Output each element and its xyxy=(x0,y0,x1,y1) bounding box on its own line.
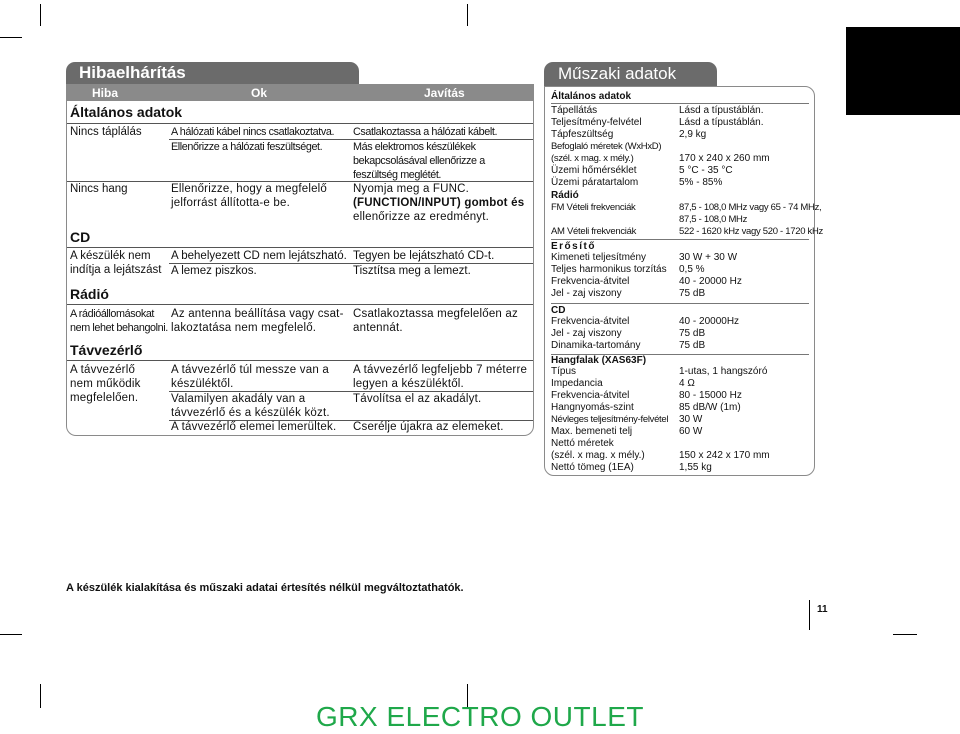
spec-label: Tápellátás xyxy=(551,105,598,116)
specs-section-title: Rádió xyxy=(551,190,579,201)
cell-fix: antennát. xyxy=(353,322,403,334)
table-header xyxy=(67,84,533,101)
cell-fix: bekapcsolásával ellenőrizze a xyxy=(353,155,485,167)
spec-label: Frekvencia-átvitel xyxy=(551,276,630,287)
spec-value: 4 Ω xyxy=(679,378,695,389)
spec-value: 30 W xyxy=(679,414,703,425)
spec-value: 1,55 kg xyxy=(679,462,712,473)
header-javitas: Javítás xyxy=(424,86,465,100)
spec-label: Névleges teljesítmény-felvétel xyxy=(551,414,669,425)
cell-hiba: A készülék nem xyxy=(70,250,151,262)
header-hiba: Hiba xyxy=(92,86,119,100)
crop-mark xyxy=(0,37,22,38)
header-ok: Ok xyxy=(251,86,268,100)
spec-label: Frekvencia-átvitel xyxy=(551,390,630,401)
cell-ok: Ellenőrizze, hogy a megfelelő xyxy=(171,183,328,195)
spec-label: (szél. x mag. x mély.) xyxy=(551,450,645,461)
spec-label: Üzemi hőmérséklet xyxy=(551,165,637,176)
spec-label: FM Vételi frekvenciák xyxy=(551,202,636,213)
spec-value: 75 dB xyxy=(679,288,706,299)
spec-label: Frekvencia-átvitel xyxy=(551,316,630,327)
cell-ok: A hálózati kábel nincs csatlakoztatva. xyxy=(171,126,335,138)
spec-value: 150 x 242 x 170 mm xyxy=(679,450,770,461)
spec-value: 1-utas, 1 hangszóró xyxy=(679,366,768,377)
spec-value: 30 W + 30 W xyxy=(679,252,738,263)
crop-mark xyxy=(40,4,41,26)
cell-ok: Valamilyen akadály van a xyxy=(171,393,306,405)
section-general: Általános adatok xyxy=(70,104,183,120)
spec-label: Max. bemeneti telj xyxy=(551,426,633,437)
specs-section-title: Általános adatok xyxy=(551,91,632,102)
spec-value: 75 dB xyxy=(679,328,706,339)
cell-fix: Más elektromos készülékek xyxy=(353,141,476,153)
cell-ok: Ellenőrizze a hálózati feszültséget. xyxy=(171,141,323,153)
spec-value: Lásd a típustáblán. xyxy=(679,117,764,128)
cell-fix: Távolítsa el az akadályt. xyxy=(353,393,482,405)
cell-fix: A távvezérlő legfeljebb 7 méterre xyxy=(353,364,528,376)
spec-value: 522 - 1620 kHz vagy 520 - 1720 kHz xyxy=(679,226,823,237)
section-cd: CD xyxy=(70,229,91,245)
cell-fix: Cserélje újakra az elemeket. xyxy=(353,421,504,433)
spec-label: Típus xyxy=(551,366,577,377)
cell-hiba: indítja a lejátszást xyxy=(70,264,162,276)
cell-hiba: megfelelően. xyxy=(70,392,139,404)
cell-ok: készüléktől. xyxy=(171,378,234,390)
spec-label: Üzemi páratartalom xyxy=(551,177,639,188)
section-radio: Rádió xyxy=(70,286,109,302)
cell-hiba: A rádióállomásokat xyxy=(70,308,155,320)
section-divider xyxy=(67,123,533,124)
spec-value: 80 - 15000 Hz xyxy=(679,390,742,401)
cell-ok: Az antenna beállítása vagy csat- xyxy=(171,308,344,320)
cell-ok: A lemez piszkos. xyxy=(171,265,257,277)
troubleshooting-panel xyxy=(66,84,534,436)
cell-fix: feszültség meglétét. xyxy=(353,169,442,181)
cell-fix: Csatlakoztassa a hálózati kábelt. xyxy=(353,126,498,138)
cell-ok: jelforrást állította-e be. xyxy=(171,197,290,209)
spec-value: 5% - 85% xyxy=(679,177,723,188)
spec-label: AM Vételi frekvenciák xyxy=(551,226,637,237)
cell-fix: Tegyen be lejátszható CD-t. xyxy=(353,250,495,262)
spec-label: Befoglaló méretek (WxHxD) xyxy=(551,141,662,152)
spec-label: Jel - zaj viszony xyxy=(551,288,622,299)
spec-value: Lásd a típustáblán. xyxy=(679,105,764,116)
cell-hiba: Nincs táplálás xyxy=(70,126,142,138)
spec-divider xyxy=(551,303,809,304)
section-divider xyxy=(67,304,533,305)
section-divider xyxy=(67,360,533,361)
cell-hiba: nem működik xyxy=(70,378,141,390)
crop-mark xyxy=(893,634,917,635)
crop-mark xyxy=(0,634,22,635)
spec-label: Tápfeszültség xyxy=(551,129,614,140)
cell-ok: A behelyezett CD nem lejátszható. xyxy=(171,250,347,262)
section-divider xyxy=(67,247,533,248)
specs-title: Műszaki adatok xyxy=(544,62,717,86)
black-corner-block xyxy=(846,27,960,115)
cell-ok: A távvezérlő túl messze van a xyxy=(171,364,329,376)
spec-value: 40 - 20000 Hz xyxy=(679,276,742,287)
spec-value: 40 - 20000Hz xyxy=(679,316,740,327)
section-remote: Távvezérlő xyxy=(70,342,143,358)
cell-fix: Nyomja meg a FUNC. xyxy=(353,183,470,195)
spec-value: 87,5 - 108,0 MHz vagy 65 - 74 MHz, xyxy=(679,202,822,213)
page-number-rule xyxy=(809,600,810,630)
page-number: 11 xyxy=(817,604,828,615)
spec-value: 75 dB xyxy=(679,340,706,351)
watermark: GRX ELECTRO OUTLET xyxy=(316,701,644,732)
cell-fix: ellenőrizze az eredményt. xyxy=(353,211,490,223)
cell-fix: Tisztítsa meg a lemezt. xyxy=(353,265,471,277)
spec-label: Teljesítmény-felvétel xyxy=(551,117,642,128)
specs-section-title: CD xyxy=(551,305,566,316)
spec-label: Jel - zaj viszony xyxy=(551,328,622,339)
crop-mark xyxy=(467,4,468,26)
troubleshooting-title: Hibaelhárítás xyxy=(66,62,359,84)
specs-section-title: Erősítő xyxy=(551,241,596,252)
spec-label: Nettó méretek xyxy=(551,438,614,449)
spec-label: Nettó tömeg (1EA) xyxy=(551,462,634,473)
spec-value: 87,5 - 108,0 MHz xyxy=(679,214,748,225)
specs-section-title: Hangfalak (XAS63F) xyxy=(551,355,647,366)
spec-value: 2,9 kg xyxy=(679,129,707,140)
cell-ok: A távvezérlő elemei lemerültek. xyxy=(171,421,337,433)
cell-ok: távvezérlő és a készülék közt. xyxy=(171,407,330,419)
cell-hiba: nem lehet behangolni. xyxy=(70,322,168,334)
spec-value: 5 °C - 35 °C xyxy=(679,165,733,176)
cell-ok: lakoztatása nem megfelelő. xyxy=(171,322,317,334)
cell-hiba: A távvezérlő xyxy=(70,364,136,376)
spec-label: Teljes harmonikus torzítás xyxy=(551,264,667,275)
spec-label: Hangnyomás-szint xyxy=(551,402,634,413)
spec-divider xyxy=(551,103,809,104)
spec-value: 170 x 240 x 260 mm xyxy=(679,153,770,164)
spec-label: Dinamika-tartomány xyxy=(551,340,641,351)
spec-label: (szél. x mag. x mély.) xyxy=(551,153,634,164)
spec-divider xyxy=(551,239,809,240)
notice-text: A készülék kialakítása és műszaki adatai értesítés nélkül megváltoztathatók. xyxy=(66,582,464,594)
cell-fix: legyen a készüléktől. xyxy=(353,378,464,390)
spec-label: Impedancia xyxy=(551,378,603,389)
cell-hiba: Nincs hang xyxy=(70,183,128,195)
cell-fix: Csatlakoztassa megfelelően az xyxy=(353,308,518,320)
cell-fix: (FUNCTION/INPUT) gombot és xyxy=(353,197,525,209)
spec-value: 60 W xyxy=(679,426,703,437)
spec-value: 0,5 % xyxy=(679,264,705,275)
spec-label: Kimeneti teljesítmény xyxy=(551,252,647,263)
spec-value: 85 dB/W (1m) xyxy=(679,402,741,413)
specs-panel xyxy=(544,86,823,476)
